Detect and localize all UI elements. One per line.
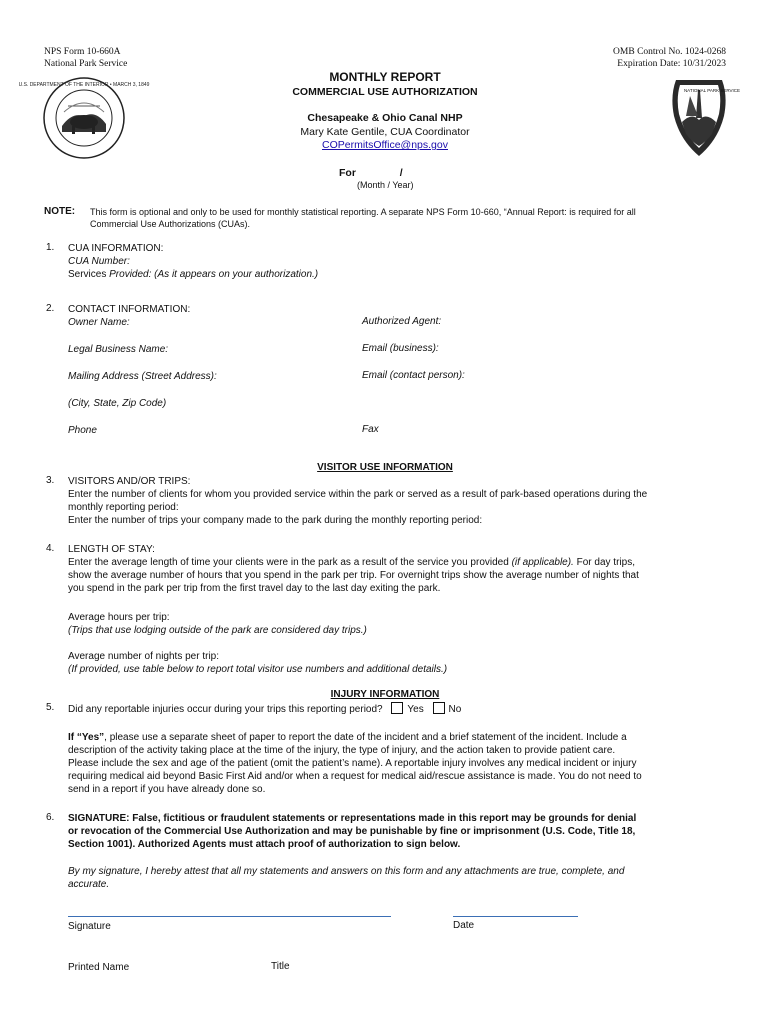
length-stay-day-trips: For day trips, bbox=[573, 557, 635, 568]
report-subtitle: COMMERCIAL USE AUTHORIZATION bbox=[292, 86, 478, 98]
seal-text: U.S. DEPARTMENT OF THE INTERIOR • MARCH 3, 1849 bbox=[18, 82, 150, 88]
attestation bbox=[68, 865, 728, 891]
length-stay-text: Enter the average length of time your clients were in the park as a result of the service you provided bbox=[68, 557, 512, 568]
injury-instr-4: requiring medical aid beyond Basic First Aid and/or when a request for medical aid/rescue assistance is made. You do not need to bbox=[68, 771, 642, 782]
coordinator-name: Mary Kate Gentile, CUA Coordinator bbox=[300, 126, 470, 138]
owner-name-field[interactable]: Owner Name: bbox=[68, 317, 130, 328]
average-nights-field[interactable]: Average number of nights per trip: bbox=[68, 651, 220, 662]
note-line-1: This form is optional and only to be used for monthly statistical reporting. A separate NPS Form 10-660, “Annual Report: is required for all bbox=[90, 207, 636, 217]
signature-warning-2: or revocation of the Commercial Use Authorization and may be punishable by fine or imprisonment (U.S. Code, Title 18, bbox=[68, 826, 636, 837]
legal-business-name-field[interactable]: Legal Business Name: bbox=[68, 344, 169, 355]
date-label: Date bbox=[453, 920, 475, 931]
injury-instr-3: Please include the sex and age of the patient (omit the patient’s name). A reportable injury involves any medical incident or injury bbox=[68, 758, 637, 769]
if-yes-label: If “Yes” bbox=[68, 732, 105, 743]
injury-no-label: No bbox=[448, 704, 462, 715]
clients-count-field[interactable]: monthly reporting period: bbox=[68, 502, 179, 513]
email-contact-field[interactable]: Email (contact person): bbox=[362, 370, 465, 381]
injury-question: Did any reportable injuries occur during your trips this reporting period? bbox=[68, 704, 383, 715]
city-state-zip-field[interactable]: (City, State, Zip Code) bbox=[68, 398, 167, 409]
omb-control-number: OMB Control No. 1024-0268 bbox=[613, 47, 726, 57]
injury-yes-label: Yes bbox=[407, 704, 424, 715]
signature-warning bbox=[68, 812, 728, 851]
signature-warning-1: SIGNATURE: False, fictitious or fraudulent statements or representations made in this report may be grounds for denial bbox=[68, 813, 637, 824]
injury-yes-checkbox[interactable] bbox=[391, 702, 403, 714]
section-1-title: CUA INFORMATION: bbox=[68, 243, 164, 254]
expiration-date: Expiration Date: 10/31/2023 bbox=[617, 59, 726, 69]
length-stay-line-1 bbox=[68, 556, 728, 569]
period-row bbox=[339, 167, 436, 179]
services-hint: Provided: (As it appears on your authorization.) bbox=[109, 269, 319, 280]
section-5-number: 5. bbox=[46, 702, 55, 713]
form-id-block bbox=[44, 46, 127, 70]
note-text bbox=[90, 206, 730, 230]
average-nights-note: (If provided, use table below to report total visitor use numbers and additional details.) bbox=[68, 664, 448, 675]
omb-block bbox=[613, 46, 726, 70]
fax-field[interactable]: Fax bbox=[362, 424, 379, 435]
injury-instr-1: , please use a separate sheet of paper to report the date of the incident and a brief statement of the incident. Include a bbox=[104, 732, 627, 743]
date-line[interactable] bbox=[453, 916, 578, 917]
injury-instr-2: description of the activity taking place at the time of the injury, the type of injury, and the action taken to provide patient care. bbox=[68, 745, 616, 756]
coordinator-email-wrap bbox=[0, 139, 770, 151]
clients-count-line-1: Enter the number of clients for whom you provided service within the park or served as a result of park-based operations during the bbox=[68, 489, 648, 500]
report-title: MONTHLY REPORT bbox=[329, 70, 441, 84]
cua-number-field[interactable]: CUA Number: bbox=[68, 256, 130, 267]
section-1 bbox=[68, 242, 728, 281]
mailing-address-field[interactable]: Mailing Address (Street Address): bbox=[68, 371, 217, 382]
section-4-number: 4. bbox=[46, 543, 55, 554]
section-4-title: LENGTH OF STAY: bbox=[68, 544, 155, 555]
section-3-number: 3. bbox=[46, 475, 55, 486]
authorized-agent-field[interactable]: Authorized Agent: bbox=[362, 316, 442, 327]
trips-count-field[interactable]: Enter the number of trips your company made to the park during the monthly reporting period: bbox=[68, 515, 483, 526]
period-hint: (Month / Year) bbox=[357, 180, 414, 190]
signature-line[interactable] bbox=[68, 916, 391, 917]
services-field[interactable] bbox=[68, 268, 728, 281]
form-number: NPS Form 10-660A bbox=[44, 47, 121, 57]
injury-no-checkbox[interactable] bbox=[433, 702, 445, 714]
phone-field[interactable]: Phone bbox=[68, 425, 97, 436]
injury-heading: INJURY INFORMATION bbox=[330, 689, 440, 700]
injury-instr-5: send in a report if you have already done so. bbox=[68, 784, 266, 795]
note-line-2: Commercial Use Authorizations (CUAs). bbox=[90, 219, 251, 229]
email-business-field[interactable]: Email (business): bbox=[362, 343, 439, 354]
for-label: For bbox=[339, 167, 356, 179]
length-stay-line-3: you spend in the park per trip from the first travel day to the last day exiting the park. bbox=[68, 583, 441, 594]
period-slash: / bbox=[399, 167, 403, 179]
injury-question-row bbox=[68, 702, 728, 716]
arrowhead-text: NATIONAL PARK SERVICE bbox=[683, 88, 741, 93]
average-hours-note: (Trips that use lodging outside of the park are considered day trips.) bbox=[68, 625, 367, 636]
section-2-number: 2. bbox=[46, 303, 55, 314]
signature-label: Signature bbox=[68, 921, 111, 932]
services-label: Services bbox=[68, 269, 107, 280]
section-3-title: VISITORS AND/OR TRIPS: bbox=[68, 476, 191, 487]
length-stay-if-applicable: (if applicable). bbox=[511, 557, 574, 568]
coordinator-email-link[interactable]: COPermitsOffice@nps.gov bbox=[321, 139, 448, 151]
length-stay-line-2: show the average number of hours that you spend in the park per trip. For overnight trips show the average number of nights that bbox=[68, 570, 639, 581]
section-2-title: CONTACT INFORMATION: bbox=[68, 304, 191, 315]
section-4 bbox=[68, 543, 728, 595]
average-hours-field[interactable]: Average hours per trip: bbox=[68, 612, 170, 623]
attestation-2: accurate. bbox=[68, 879, 110, 890]
title-field[interactable]: Title bbox=[271, 961, 290, 972]
note-label: NOTE: bbox=[44, 206, 76, 217]
injury-instructions bbox=[68, 731, 728, 796]
visitor-use-heading: VISITOR USE INFORMATION bbox=[317, 462, 453, 473]
section-3 bbox=[68, 475, 728, 527]
section-1-number: 1. bbox=[46, 242, 55, 253]
agency-name: National Park Service bbox=[44, 59, 128, 69]
signature-warning-3: Section 1001). Authorized Agents must attach proof of authorization to sign below. bbox=[68, 839, 461, 850]
park-name: Chesapeake & Ohio Canal NHP bbox=[307, 112, 463, 124]
section-6-number: 6. bbox=[46, 812, 55, 823]
printed-name-field[interactable]: Printed Name bbox=[68, 962, 130, 973]
attestation-1: By my signature, I hereby attest that all my statements and answers on this form and any attachments are true, complete, and bbox=[68, 866, 625, 877]
